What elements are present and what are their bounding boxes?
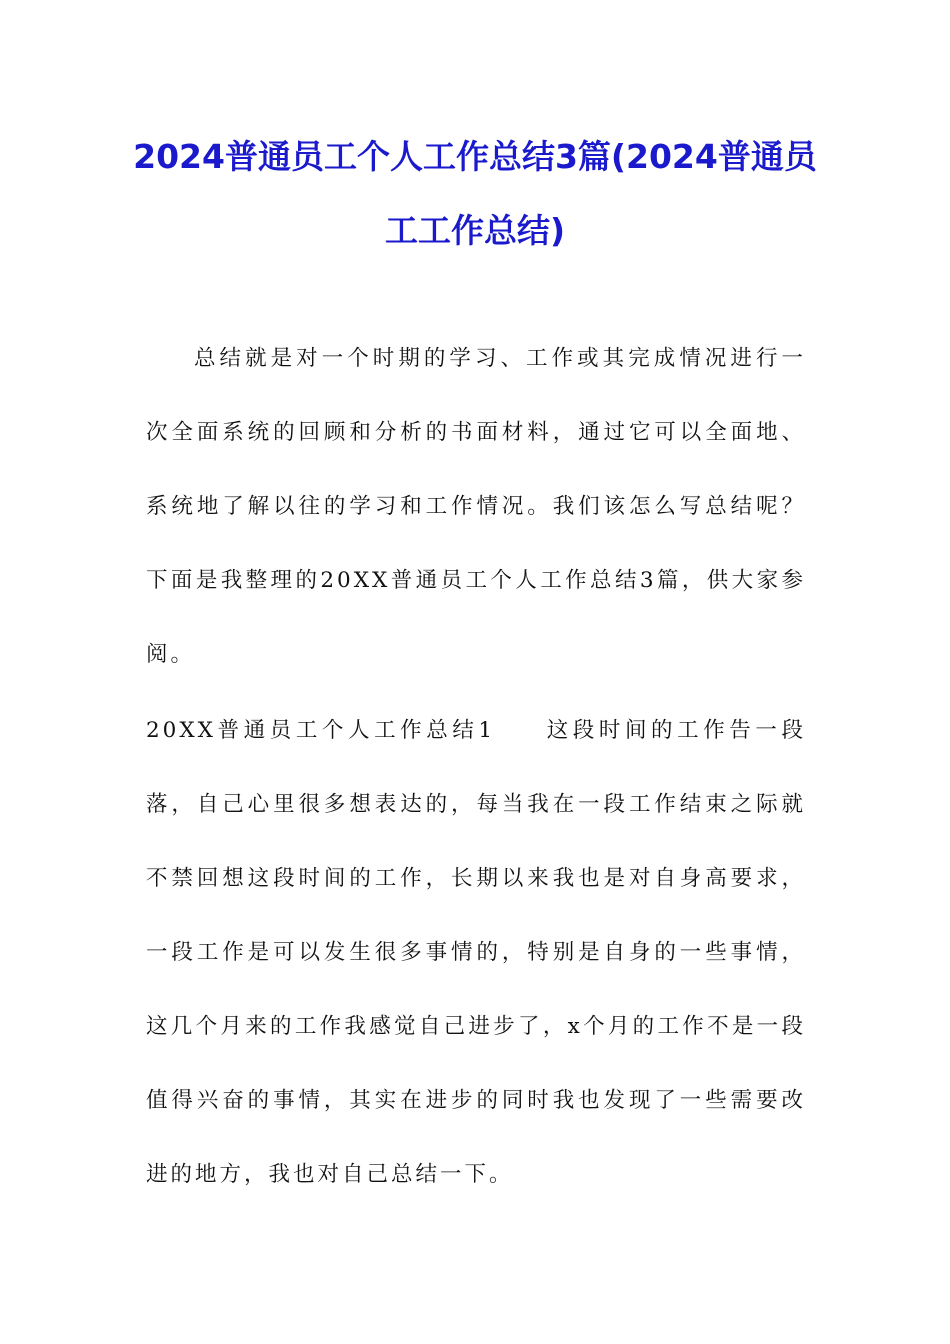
section-1-heading: 20XX普通员工个人工作总结1 [146,718,496,743]
section-1-text: 这段时间的工作告一段落，自己心里很多想表达的，每当我在一段工作结束之际就不禁回想这段时间的工作，长期以来我也是对自身高要求，一段工作是可以发生很多事情的，特别是自身的一些事情，这几个月来的工作我感觉自己进步了，x个月的工作不是一段值得兴奋的事情，其实在进步的同时我也发现了一些需要改进的地方，我也对自己总结一下。 [146,718,806,1187]
intro-paragraph: 总结就是对一个时期的学习、工作或其完成情况进行一次全面系统的回顾和分析的书面材料，通过它可以全面地、系统地了解以往的学习和工作情况。我们该怎么写总结呢？下面是我整理的20XX普通员工个人工作总结3篇，供大家参阅。 [146,346,806,667]
section-1-paragraph [146,694,806,1212]
document-title: 2024普通员工个人工作总结3篇(2024普通员工工作总结) [133,137,817,250]
